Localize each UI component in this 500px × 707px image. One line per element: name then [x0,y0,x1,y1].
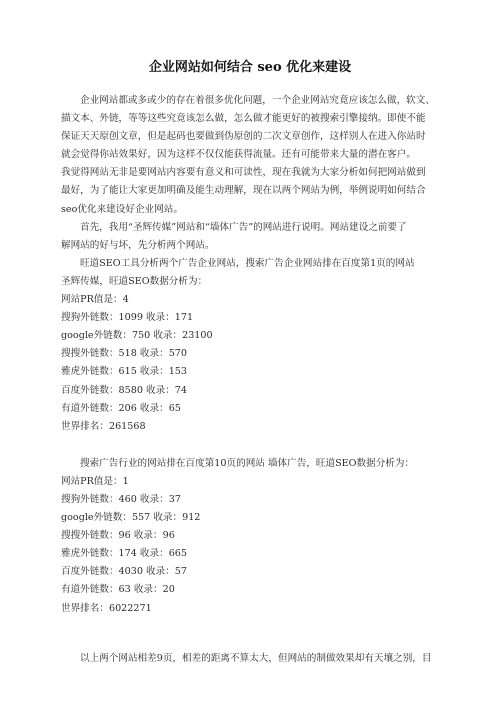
stat-line: 有道外链数：63 收录：20 [61,584,175,596]
page-title: 企业网站如何结合 seo 优化来建设 [148,60,352,75]
paragraph-line: 首先，我用“圣辉传媒”网站和“墙体广告”的网站进行说明。网站建设之前要了 [80,221,407,233]
site1-stats [61,291,446,436]
stat-line: 搜搜外链数：96 收录：96 [61,530,175,542]
paragraph-line: 企业网站都或多或少的存在着很多优化问题，一个企业网站究竟应该怎么做，软文、 [80,95,435,106]
stat-line: 雅虎外链数：174 收录：665 [61,548,188,560]
stat-line: 世界排名：6022271 [61,602,152,614]
paragraph-line: 描文本、外链，等等这些究竟该怎么做，怎么做才能更好的被搜索引擎接纳。即使不能 [61,113,426,125]
closing-line: 以上两个网站相差9页，相差的距离不算太大，但网站的制做效果却有天壤之别，目 [80,652,432,664]
paragraph-line: 保证天天原创文章，但是起码也要做到伪原创的二次文章创作，这样别人在进入你站时 [61,131,426,143]
article-body [61,92,446,668]
spacer [61,436,446,455]
site2-stats [61,473,446,618]
site1-intro [61,255,446,291]
spacer [61,618,446,650]
stat-line: 世界排名：261568 [61,420,146,432]
stat-line: 百度外链数：8580 收录：74 [61,384,188,396]
stat-line: 搜搜外链数：518 收录：570 [61,348,188,360]
paragraph-line: 旺道SEO工具分析两个广告企业网站，搜索广告企业网站排在百度第1页的网站 [80,257,415,269]
first-paragraph [61,219,446,255]
stat-line: google外链数：750 收录：23100 [61,330,213,342]
stat-line: 网站PR值是：1 [61,475,129,487]
paragraph-line: 解网站的好与坏，先分析两个网站。 [61,239,215,251]
paragraph-line: seo优化来建设好企业网站。 [61,203,183,215]
paragraph-line: 我觉得网站无非是要网站内容要有意义和可读性，现在我就为大家分析如何把网站做到 [61,167,426,179]
stat-line: 搜狗外链数：460 收录：37 [61,493,181,505]
paragraph-line: 就会觉得你站效果好，因为这样不仅仅能获得流量。还有可能带来大量的潜在客户。 [61,149,416,161]
stat-line: 百度外链数：4030 收录：57 [61,566,188,578]
stat-line: 网站PR值是：4 [61,294,129,306]
stat-line: 雅虎外链数：615 收录：153 [61,366,188,378]
intro-paragraph [61,92,446,219]
stat-line: 有道外链数：206 收录：65 [61,402,181,414]
stat-line: google外链数：557 收录：912 [61,512,201,524]
stat-line: 搜狗外链数：1099 收录：171 [61,312,194,324]
paragraph-line: 最好，为了能让大家更加明确及能生动理解，现在以两个网站为例，举例说明如何结合 [61,185,426,197]
paragraph-line: 圣辉传媒，旺道SEO数据分析为： [61,275,208,287]
site2-intro: 搜索广告行业的网站排在百度第10页的网站 墙体广告，旺道SEO数据分析为： [80,457,415,469]
